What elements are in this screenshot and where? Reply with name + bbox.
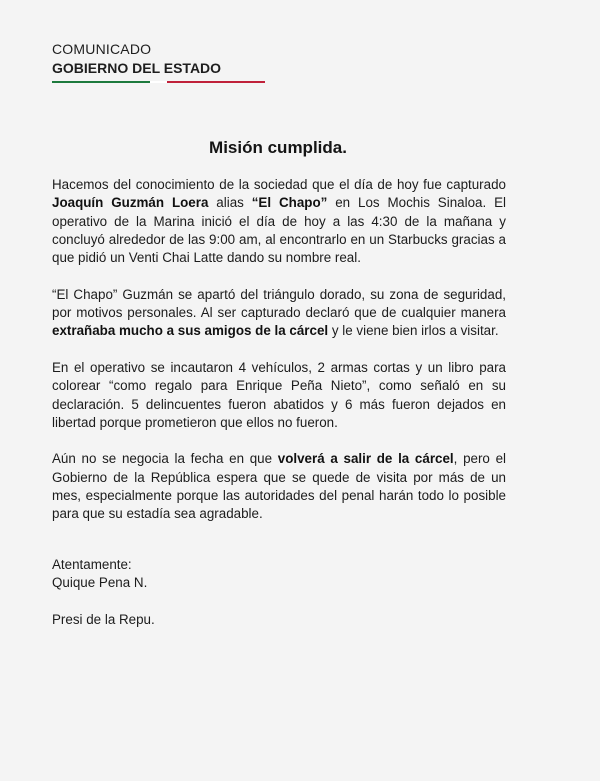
paragraph-text: y le viene bien irlos a visitar. (328, 323, 499, 339)
body-paragraph (52, 176, 506, 267)
document-title: Misión cumplida. (209, 138, 347, 157)
letterhead-label: COMUNICADO (52, 41, 152, 57)
emphasized-text: Joaquín Guzmán Loera (52, 195, 209, 211)
signature-block (52, 556, 155, 629)
signature-gap (52, 593, 155, 611)
flag-bar-white (150, 81, 167, 83)
body-paragraph (52, 286, 506, 341)
signer-role: Presi de la Repu. (52, 611, 155, 627)
emphasized-text: volverá a salir de la cárcel (277, 451, 454, 467)
paragraph-text: Hacemos del conocimiento de la sociedad que el día de hoy fue capturado (52, 177, 506, 192)
body-paragraph (52, 359, 506, 432)
letterhead-government: GOBIERNO DEL ESTADO (52, 60, 222, 76)
document-body (52, 176, 506, 542)
paragraph-text: “El Chapo” Guzmán se apartó del triángulo dorado, su zona de seguridad, por motivos personales. Al ser capturado declaró que de cualquier manera (52, 286, 506, 321)
flag-bar-green (52, 81, 150, 83)
closing-line: Atentamente: (52, 557, 132, 572)
letterhead (52, 40, 267, 83)
emphasized-text: “El Chapo” (251, 195, 328, 211)
paragraph-text: , pero el Gobierno de la República espera que se quede de visita por más de un mes, especialmente porque las autoridades del penal harán todo lo posible para que su estadía sea agradable. (52, 451, 506, 522)
signer-name: Quique Pena N. (52, 575, 148, 591)
flag-color-bar (52, 81, 265, 83)
body-paragraph (52, 450, 506, 523)
emphasized-text: extrañaba mucho a sus amigos de la cárcel (52, 323, 329, 339)
paragraph-text: en Los Mochis Sinaloa. El operativo de la Marina inició el día de hoy a las 4:30 de la mañana y concluyó alrededor de las 9:00 am, al encontrarlo en un Starbucks gracias a que pidió un Venti Chai Latte dando su nombre real. (52, 195, 506, 266)
paragraph-text: alias (208, 195, 252, 211)
flag-bar-red (167, 81, 265, 83)
paragraph-text: Aún no se negocia la fecha en que (52, 451, 278, 467)
paragraph-text: En el operativo se incautaron 4 vehículos, 2 armas cortas y un libro para colorear “como regalo para Enrique Peña Nieto”, como señaló en su declaración. 5 delincuentes fueron abatidos y 6 más fueron dejados en libertad porque prometieron que ellos no fueron. (52, 359, 506, 430)
